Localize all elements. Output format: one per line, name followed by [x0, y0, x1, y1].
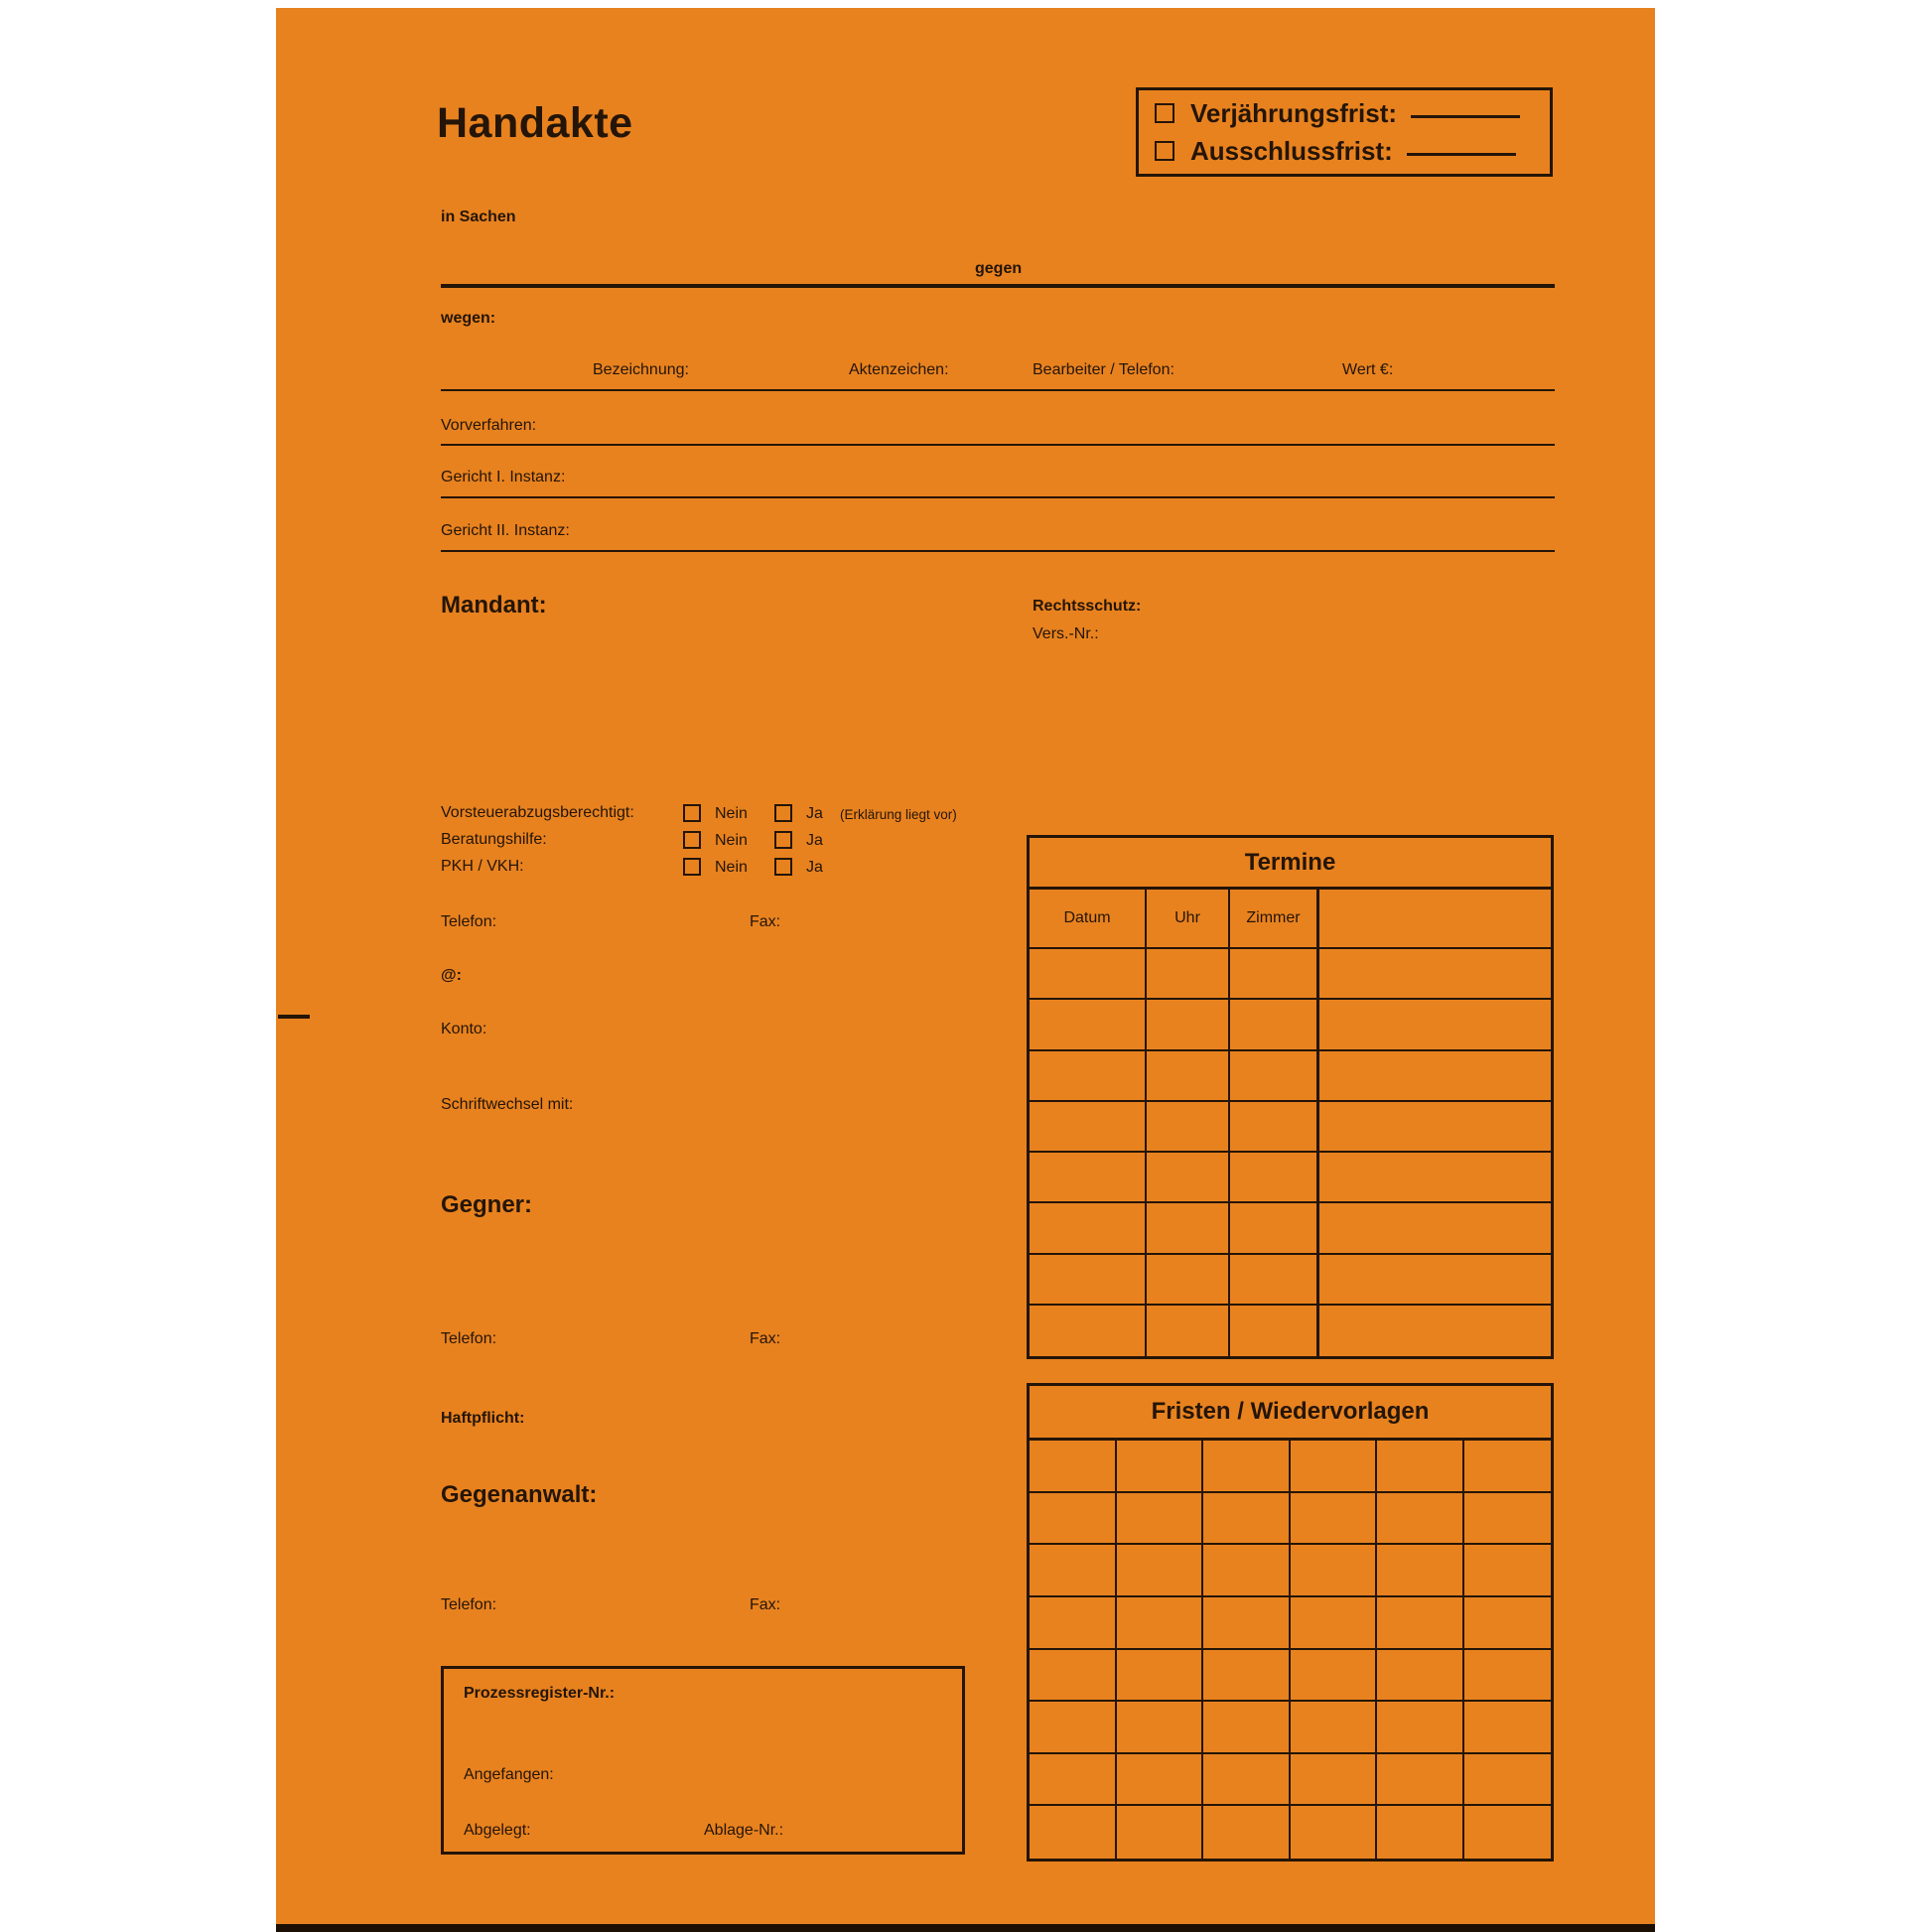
grid-cell[interactable] [1203, 1702, 1291, 1754]
gericht-2-field[interactable] [441, 550, 1555, 552]
grid-cell[interactable] [1030, 1153, 1147, 1203]
ausschlussfrist-label: Ausschlussfrist: [1190, 135, 1393, 166]
grid-cell[interactable] [1464, 1806, 1552, 1859]
grid-cell[interactable] [1117, 1441, 1204, 1493]
ausschlussfrist-field[interactable] [1407, 153, 1516, 156]
pkh-vkh-ja-checkbox[interactable] [774, 858, 792, 876]
beratungshilfe-ja-label: Ja [806, 832, 823, 849]
gegner-fax-label: Fax: [750, 1330, 781, 1347]
beratungshilfe-label: Beratungshilfe: [441, 831, 547, 848]
abgelegt-label: Abgelegt: [464, 1822, 531, 1839]
grid-cell[interactable] [1319, 949, 1551, 1000]
grid-cell[interactable] [1291, 1493, 1378, 1546]
grid-cell[interactable] [1203, 1597, 1291, 1650]
in-sachen-label: in Sachen [441, 208, 516, 225]
gegenanwalt-label: Gegenanwalt: [441, 1481, 598, 1508]
konto-label: Konto: [441, 1021, 487, 1037]
fristen-grid [1030, 1441, 1551, 1859]
prozessregister-label: Prozessregister-Nr.: [464, 1685, 616, 1702]
grid-cell[interactable] [1117, 1806, 1204, 1859]
beratungshilfe-nein-label: Nein [715, 832, 748, 849]
termine-col-notes [1319, 890, 1551, 949]
wegen-label: wegen: [441, 310, 496, 327]
grid-cell[interactable] [1203, 1650, 1291, 1703]
ausschlussfrist-row [1155, 136, 1534, 167]
grid-cell[interactable] [1291, 1806, 1378, 1859]
grid-cell[interactable] [1291, 1650, 1378, 1703]
vorverfahren-label: Vorverfahren: [441, 417, 537, 434]
grid-cell[interactable] [1291, 1597, 1378, 1650]
grid-cell[interactable] [1030, 1203, 1147, 1254]
termine-grid [1030, 890, 1551, 1356]
grid-cell[interactable] [1319, 1203, 1551, 1254]
mandant-fax-label: Fax: [750, 913, 781, 930]
grid-cell[interactable] [1319, 1306, 1551, 1356]
case-header-field[interactable] [441, 389, 1555, 391]
grid-cell[interactable] [1030, 949, 1147, 1000]
page-title: Handakte [437, 99, 633, 147]
grid-cell[interactable] [1377, 1493, 1464, 1546]
fold-mark [278, 1015, 310, 1019]
grid-cell[interactable] [1464, 1702, 1552, 1754]
grid-cell[interactable] [1117, 1597, 1204, 1650]
prozessregister-box [441, 1666, 965, 1855]
grid-cell[interactable] [1291, 1441, 1378, 1493]
grid-cell[interactable] [1030, 1051, 1147, 1102]
grid-cell[interactable] [1147, 949, 1230, 1000]
vorverfahren-field[interactable] [441, 444, 1555, 446]
grid-cell[interactable] [1291, 1754, 1378, 1807]
termine-title: Termine [1030, 838, 1551, 890]
vorsteuer-nein-label: Nein [715, 805, 748, 822]
grid-cell[interactable] [1291, 1702, 1378, 1754]
grid-cell[interactable] [1203, 1754, 1291, 1807]
grid-cell[interactable] [1319, 1000, 1551, 1050]
vorsteuer-ja-label: Ja [806, 805, 823, 822]
grid-cell[interactable] [1147, 1255, 1230, 1306]
grid-cell[interactable] [1230, 1051, 1319, 1102]
vorsteuer-nein-checkbox[interactable] [683, 804, 701, 822]
grid-cell[interactable] [1377, 1806, 1464, 1859]
grid-cell[interactable] [1147, 1306, 1230, 1356]
pkh-vkh-ja-label: Ja [806, 859, 823, 876]
grid-cell[interactable] [1464, 1650, 1552, 1703]
beratungshilfe-nein-checkbox[interactable] [683, 831, 701, 849]
grid-cell[interactable] [1117, 1702, 1204, 1754]
verjaehrungsfrist-field[interactable] [1411, 115, 1520, 118]
gegenanwalt-telefon-label: Telefon: [441, 1596, 497, 1613]
verjaehrungsfrist-label: Verjährungsfrist: [1190, 97, 1398, 128]
wert-label: Wert €: [1342, 361, 1394, 378]
grid-cell[interactable] [1377, 1441, 1464, 1493]
verjaehrungsfrist-checkbox[interactable] [1155, 103, 1174, 123]
vorsteuer-row [441, 804, 1056, 828]
angefangen-label: Angefangen: [464, 1766, 554, 1783]
bearbeiter-telefon-label: Bearbeiter / Telefon: [1033, 361, 1174, 378]
pkh-vkh-label: PKH / VKH: [441, 858, 524, 875]
pkh-vkh-nein-label: Nein [715, 859, 748, 876]
rechtsschutz-label: Rechtsschutz: [1033, 598, 1142, 615]
grid-cell[interactable] [1464, 1545, 1552, 1597]
deadline-box [1136, 87, 1553, 177]
gegner-telefon-label: Telefon: [441, 1330, 497, 1347]
grid-cell[interactable] [1147, 1051, 1230, 1102]
beratungshilfe-ja-checkbox[interactable] [774, 831, 792, 849]
vorsteuer-note: (Erklärung liegt vor) [840, 807, 957, 822]
grid-cell[interactable] [1030, 1650, 1117, 1703]
gegner-label: Gegner: [441, 1191, 533, 1218]
mandant-email-label: @: [441, 967, 462, 984]
grid-cell[interactable] [1030, 1000, 1147, 1050]
ausschlussfrist-checkbox[interactable] [1155, 141, 1174, 161]
gegenanwalt-fax-label: Fax: [750, 1596, 781, 1613]
fristen-title: Fristen / Wiedervorlagen [1030, 1386, 1551, 1441]
grid-cell[interactable] [1203, 1493, 1291, 1546]
grid-cell[interactable] [1030, 1306, 1147, 1356]
grid-cell[interactable] [1147, 1000, 1230, 1050]
grid-cell[interactable] [1291, 1545, 1378, 1597]
vorsteuer-label: Vorsteuerabzugsberechtigt: [441, 804, 634, 821]
grid-cell[interactable] [1464, 1493, 1552, 1546]
gegen-field[interactable] [441, 284, 1555, 288]
vers-nr-label: Vers.-Nr.: [1033, 625, 1099, 642]
grid-cell[interactable] [1230, 1153, 1319, 1203]
grid-cell[interactable] [1464, 1441, 1552, 1493]
grid-cell[interactable] [1319, 1102, 1551, 1153]
mandant-telefon-label: Telefon: [441, 913, 497, 930]
aktenzeichen-label: Aktenzeichen: [849, 361, 949, 378]
grid-cell[interactable] [1377, 1597, 1464, 1650]
grid-cell[interactable] [1030, 1545, 1117, 1597]
grid-cell[interactable] [1117, 1493, 1204, 1546]
pkh-vkh-nein-checkbox[interactable] [683, 858, 701, 876]
mandant-label: Mandant: [441, 592, 547, 619]
grid-cell[interactable] [1230, 949, 1319, 1000]
grid-cell[interactable] [1030, 1102, 1147, 1153]
grid-cell[interactable] [1117, 1754, 1204, 1807]
grid-cell[interactable] [1147, 1102, 1230, 1153]
grid-cell[interactable] [1464, 1597, 1552, 1650]
bezeichnung-label: Bezeichnung: [593, 361, 689, 378]
haftpflicht-label: Haftpflicht: [441, 1410, 525, 1427]
grid-cell[interactable] [1030, 1441, 1117, 1493]
grid-cell[interactable] [1377, 1650, 1464, 1703]
grid-cell[interactable] [1030, 1255, 1147, 1306]
fristen-table [1027, 1383, 1554, 1862]
grid-cell[interactable] [1319, 1255, 1551, 1306]
gericht-1-field[interactable] [441, 496, 1555, 498]
grid-cell[interactable] [1030, 1493, 1117, 1546]
grid-cell[interactable] [1464, 1754, 1552, 1807]
grid-cell[interactable] [1230, 1203, 1319, 1254]
gegen-label: gegen [975, 260, 1023, 277]
grid-cell[interactable] [1230, 1255, 1319, 1306]
grid-cell[interactable] [1030, 1754, 1117, 1807]
grid-cell[interactable] [1030, 1702, 1117, 1754]
grid-cell[interactable] [1030, 1806, 1117, 1859]
grid-cell[interactable] [1319, 1153, 1551, 1203]
grid-cell[interactable] [1230, 1000, 1319, 1050]
grid-cell[interactable] [1147, 1203, 1230, 1254]
page-bottom-edge [276, 1924, 1655, 1932]
vorsteuer-ja-checkbox[interactable] [774, 804, 792, 822]
termine-col-datum: Datum [1030, 890, 1147, 949]
grid-cell[interactable] [1203, 1441, 1291, 1493]
grid-cell[interactable] [1319, 1051, 1551, 1102]
grid-cell[interactable] [1203, 1545, 1291, 1597]
grid-cell[interactable] [1377, 1702, 1464, 1754]
gericht-2-label: Gericht II. Instanz: [441, 522, 570, 539]
grid-cell[interactable] [1377, 1754, 1464, 1807]
grid-cell[interactable] [1230, 1306, 1319, 1356]
schriftwechsel-label: Schriftwechsel mit: [441, 1096, 574, 1113]
termine-col-zimmer: Zimmer [1230, 890, 1319, 949]
grid-cell[interactable] [1117, 1650, 1204, 1703]
gericht-1-label: Gericht I. Instanz: [441, 469, 566, 485]
grid-cell[interactable] [1377, 1545, 1464, 1597]
termine-col-uhr: Uhr [1147, 890, 1230, 949]
grid-cell[interactable] [1030, 1597, 1117, 1650]
grid-cell[interactable] [1147, 1153, 1230, 1203]
pkh-vkh-row [441, 858, 1056, 882]
grid-cell[interactable] [1117, 1545, 1204, 1597]
grid-cell[interactable] [1203, 1806, 1291, 1859]
verjaehrungsfrist-row [1155, 98, 1534, 129]
ablage-nr-label: Ablage-Nr.: [704, 1822, 784, 1839]
grid-cell[interactable] [1230, 1102, 1319, 1153]
beratungshilfe-row [441, 831, 1056, 855]
termine-table [1027, 835, 1554, 1359]
